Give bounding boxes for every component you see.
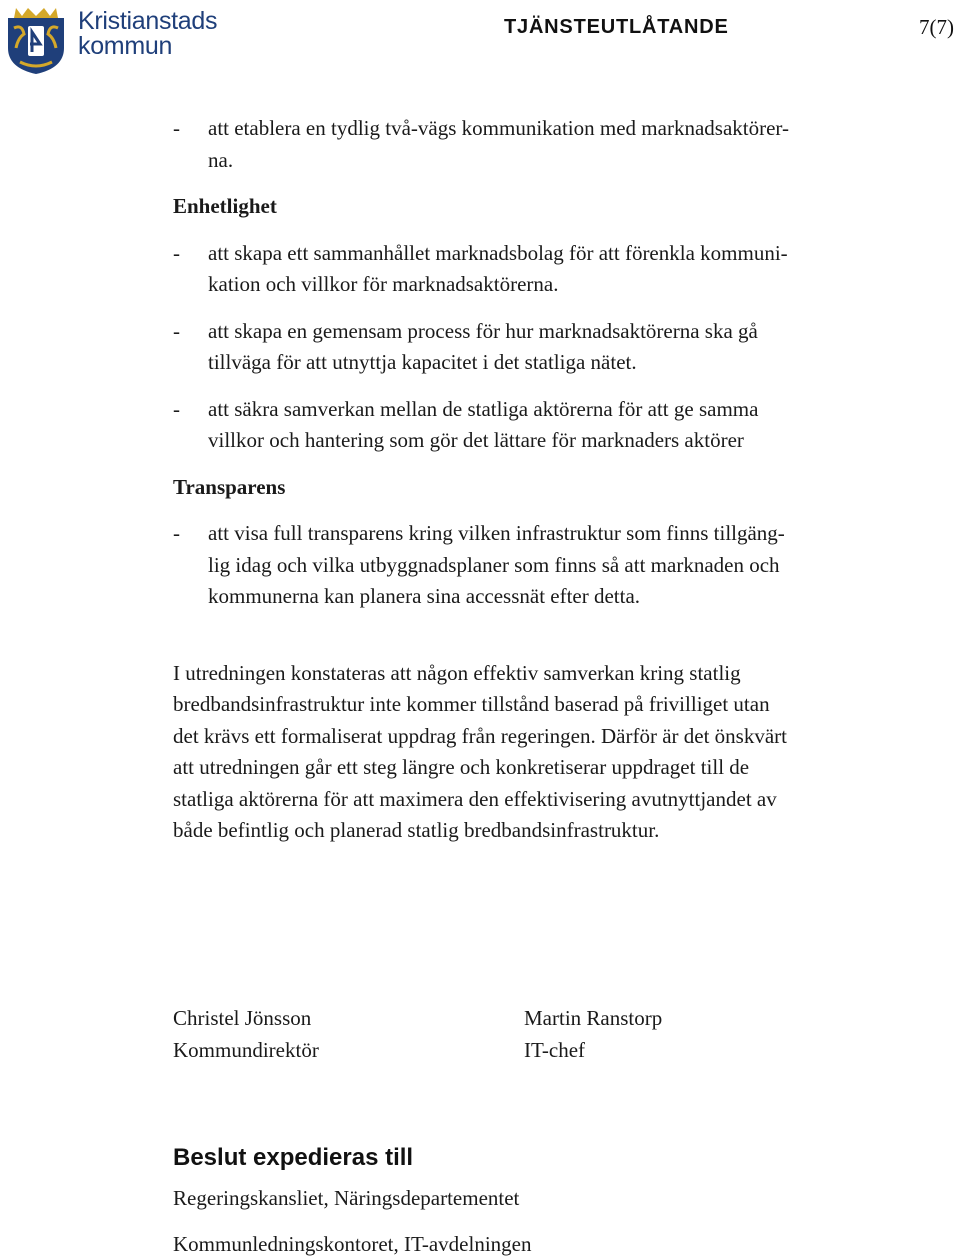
paragraph-line: att utredningen går ett steg längre och konkretiserar uppdraget till de bbox=[173, 755, 750, 779]
municipality-logo-text bbox=[78, 9, 217, 59]
bullet-line: kation och villkor för marknadsaktörerna. bbox=[208, 272, 559, 296]
bullet-dash: - bbox=[173, 396, 180, 421]
signatory-title: IT-chef bbox=[524, 1037, 586, 1062]
bullet-dash: - bbox=[173, 116, 180, 140]
paragraph-line: bredbandsinfrastruktur inte kommer tillstånd baserad på frivilliget utan bbox=[173, 692, 770, 716]
bullet-item bbox=[173, 518, 873, 613]
section-heading-transparens: Transparens bbox=[173, 474, 286, 499]
page-number: 7(7) bbox=[919, 15, 954, 39]
bullet-line: att säkra samverkan mellan de statliga aktörerna för att ge samma bbox=[208, 396, 759, 421]
distribution-heading: Beslut expedieras till bbox=[173, 1144, 414, 1171]
signature-block-it-chief bbox=[524, 1003, 662, 1066]
bullet-item bbox=[173, 394, 873, 457]
bullet-line: villkor och hantering som gör det lättare för marknaders aktörer bbox=[208, 428, 744, 452]
bullet-item bbox=[173, 316, 873, 379]
bullet-line: tillväga för att utnyttja kapacitet i det statliga nätet. bbox=[208, 350, 637, 374]
bullet-dash: - bbox=[173, 521, 180, 545]
bullet-line: lig idag och vilka utbyggnadsplaner som finns så att marknaden och bbox=[208, 552, 780, 577]
body-paragraph bbox=[173, 658, 873, 847]
distribution-recipient: Kommunledningskontoret, IT-avdelningen bbox=[173, 1232, 532, 1256]
bullet-line: na. bbox=[208, 147, 234, 172]
bullet-item bbox=[173, 113, 873, 176]
paragraph-line: både befintlig och planerad statlig bredbandsinfrastruktur. bbox=[173, 818, 660, 842]
document-body bbox=[173, 113, 873, 847]
document-type: TJÄNSTEUTLÅTANDE bbox=[504, 16, 729, 38]
paragraph-line: I utredningen konstateras att någon effektiv samverkan kring statlig bbox=[173, 660, 741, 685]
bullet-line: kommunerna kan planera sina accessnät efter detta. bbox=[208, 584, 641, 608]
signatory-title: Kommundirektör bbox=[173, 1037, 319, 1062]
section-heading-enhetlighet: Enhetlighet bbox=[173, 194, 277, 218]
bullet-dash: - bbox=[173, 318, 180, 343]
bullet-item bbox=[173, 238, 873, 301]
bullet-line: att visa full transparens kring vilken infrastruktur som finns tillgäng- bbox=[208, 521, 785, 545]
coat-of-arms-icon bbox=[4, 4, 68, 76]
signatory-name: Martin Ranstorp bbox=[524, 1006, 663, 1030]
bullet-dash: - bbox=[173, 240, 180, 265]
logo-name-line-2: kommun bbox=[78, 32, 173, 60]
bullet-line: att etablera en tydlig två-vägs kommunikation med marknadsaktörer- bbox=[208, 116, 789, 140]
signatory-name: Christel Jönsson bbox=[173, 1006, 312, 1030]
signature-block-director bbox=[173, 1003, 319, 1066]
bullet-line: att skapa ett sammanhållet marknadsbolag för att förenkla kommuni- bbox=[208, 240, 788, 265]
distribution-recipient: Regeringskansliet, Näringsdepartementet bbox=[173, 1186, 520, 1210]
paragraph-line: statliga aktörerna för att maximera den effektivisering avutnyttjandet av bbox=[173, 786, 777, 811]
paragraph-line: det krävs ett formaliserat uppdrag från regeringen. Därför är det önskvärt bbox=[173, 723, 787, 748]
logo-name-line-1: Kristianstads bbox=[78, 7, 218, 35]
bullet-line: att skapa en gemensam process för hur marknadsaktörerna ska gå bbox=[208, 318, 758, 343]
